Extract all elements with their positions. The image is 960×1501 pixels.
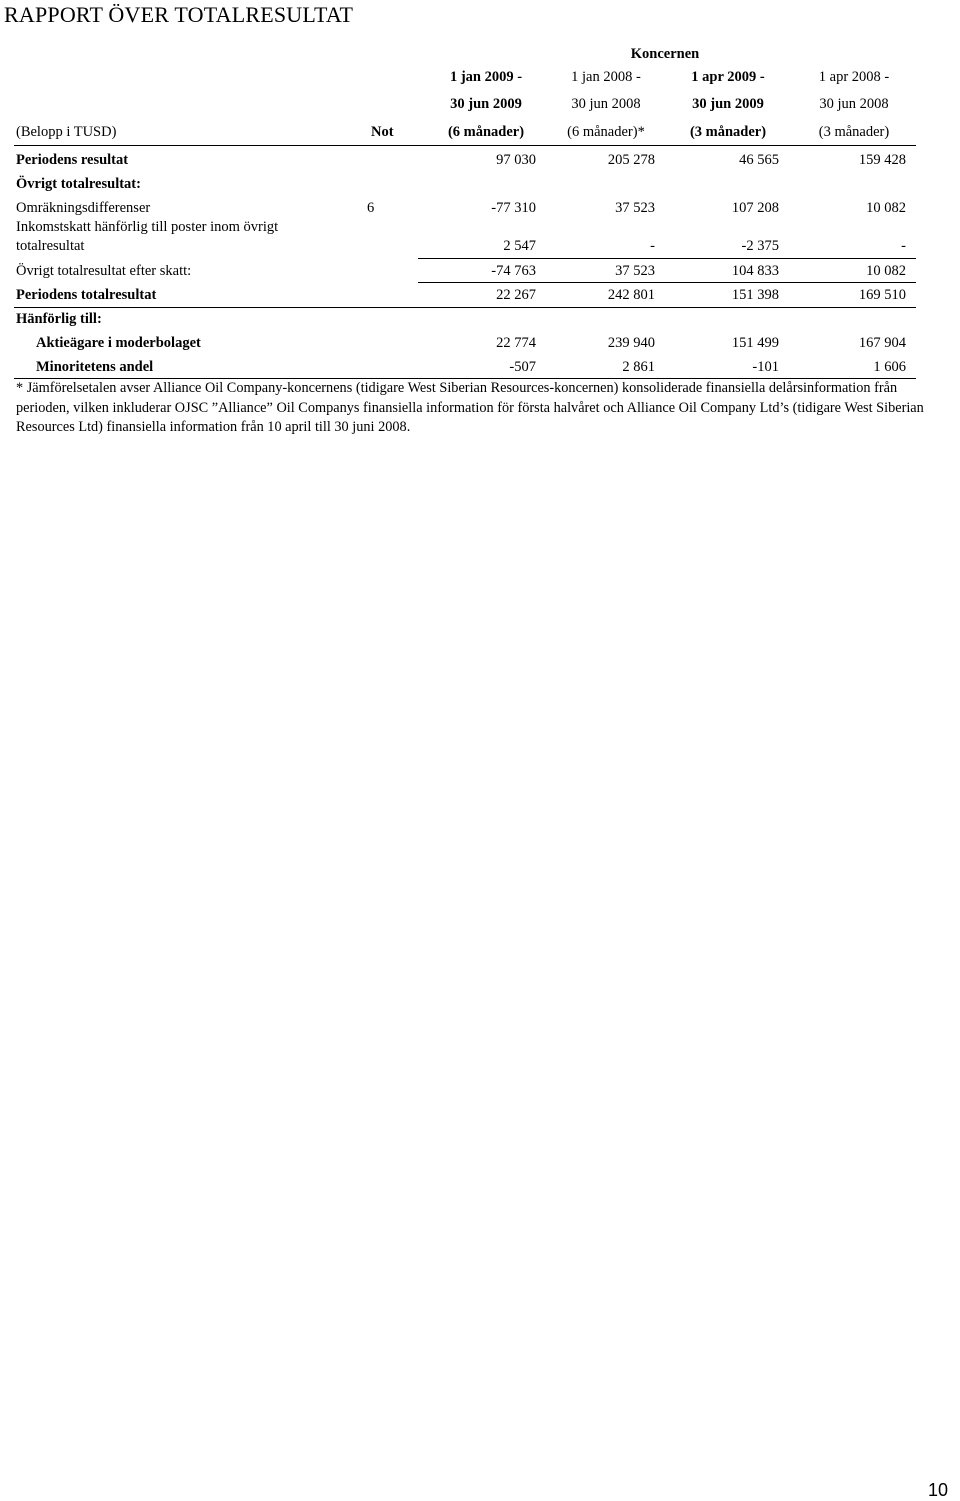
total-rule xyxy=(418,282,916,283)
row-label-ovrigt-efter-skatt: Övrigt totalresultat efter skatt: xyxy=(16,263,192,279)
cell: -77 310 xyxy=(491,200,536,216)
cell: 10 082 xyxy=(866,263,906,279)
row-label-omrakning: Omräkningsdifferenser xyxy=(16,200,151,216)
cell: 107 208 xyxy=(731,200,779,216)
cell: 242 801 xyxy=(607,287,655,303)
cell: 37 523 xyxy=(615,200,655,216)
row-label-periodens-totalresultat: Periodens totalresultat xyxy=(16,287,157,303)
cell: 10 082 xyxy=(866,200,906,216)
row-label-aktieagare: Aktieägare i moderbolaget xyxy=(36,335,201,351)
cell: -507 xyxy=(509,359,536,375)
cell: -101 xyxy=(752,359,779,375)
cell: 104 833 xyxy=(731,263,779,279)
row-label-hanforlig-till: Hänförlig till: xyxy=(16,311,102,327)
page-number: 10 xyxy=(927,1480,948,1500)
row-label-inkomstskatt-1: Inkomstskatt hänförlig till poster inom övrigt xyxy=(16,219,279,235)
col3-line3: (3 månader) xyxy=(689,124,767,140)
section-rule xyxy=(14,307,916,308)
group-label: Koncernen xyxy=(630,46,700,62)
cell: - xyxy=(901,238,906,254)
cell: 2 861 xyxy=(622,359,655,375)
footnote: * Jämförelsetalen avser Alliance Oil Company-koncernens (tidigare West Siberian Resources-koncernen) konsoliderade finansiella delårsinformation från perioden, vilken inkluderar OJSC ”Alliance” Oil Companys finansiella information för första halvåret och Alliance Oil Company Ltd’s (tidigare West Siberian Resources Ltd) finansiella information från 10 april till 30 juni 2008. xyxy=(16,380,924,435)
col1-line3: (6 månader) xyxy=(447,124,525,140)
col2-line1: 1 jan 2008 - xyxy=(571,69,641,85)
cell: 159 428 xyxy=(858,152,906,168)
cell: 2 547 xyxy=(503,238,536,254)
header-rule xyxy=(14,145,916,146)
cell: 46 565 xyxy=(739,152,779,168)
report-title: RAPPORT ÖVER TOTALRESULTAT xyxy=(4,2,354,27)
cell: -74 763 xyxy=(491,263,536,279)
col4-line2: 30 jun 2008 xyxy=(819,96,889,112)
cell: 1 606 xyxy=(873,359,906,375)
row-label-periodens-resultat: Periodens resultat xyxy=(16,152,129,168)
col1-line2: 30 jun 2009 xyxy=(450,96,522,112)
cell: - xyxy=(650,238,655,254)
col4-line1: 1 apr 2008 - xyxy=(818,69,890,85)
cell: 151 398 xyxy=(731,287,779,303)
cell: 169 510 xyxy=(858,287,906,303)
cell: 151 499 xyxy=(731,335,779,351)
cell: -2 375 xyxy=(741,238,779,254)
row-label-inkomstskatt-2: totalresultat xyxy=(16,238,85,254)
cell: 239 940 xyxy=(607,335,655,351)
col3-line1: 1 apr 2009 - xyxy=(691,69,765,85)
col2-line2: 30 jun 2008 xyxy=(571,96,641,112)
row-label-ovrigt-header: Övrigt totalresultat: xyxy=(16,176,141,192)
note-ref: 6 xyxy=(367,200,375,216)
subtotal-rule xyxy=(418,258,916,259)
cell: 37 523 xyxy=(615,263,655,279)
cell: 22 267 xyxy=(496,287,536,303)
cell: 97 030 xyxy=(496,152,536,168)
cell: 167 904 xyxy=(858,335,906,351)
cell: 22 774 xyxy=(496,335,536,351)
row-label-minoritet: Minoritetens andel xyxy=(36,359,154,375)
col1-line1: 1 jan 2009 - xyxy=(449,69,523,85)
currency-label: (Belopp i TUSD) xyxy=(16,124,117,140)
col3-line2: 30 jun 2009 xyxy=(692,96,764,112)
col2-line3: (6 månader)* xyxy=(567,124,645,140)
cell: 205 278 xyxy=(607,152,655,168)
col4-line3: (3 månader) xyxy=(818,124,890,140)
note-header: Not xyxy=(371,124,394,140)
